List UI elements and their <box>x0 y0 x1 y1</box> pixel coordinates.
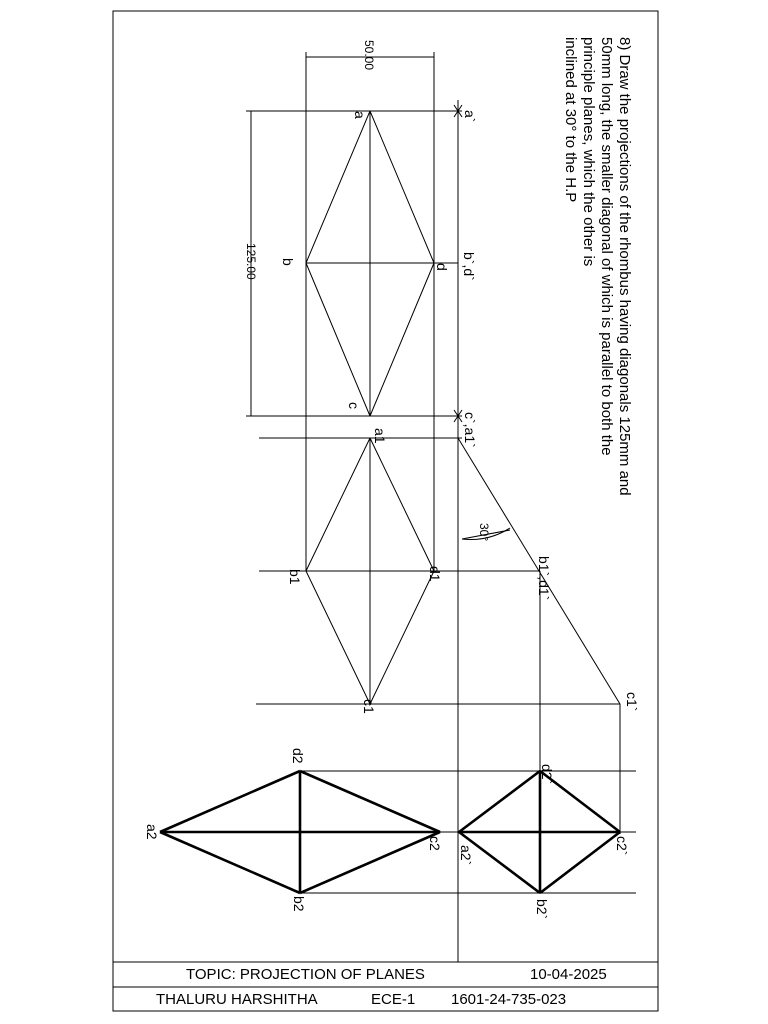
label-b2-prime: b2` <box>534 899 550 920</box>
edge-d1-a1 <box>370 438 434 571</box>
edge-c-d <box>370 263 434 416</box>
long-diagonal-dimension: 125.00 <box>244 243 258 280</box>
question-line-4: inclined at 30° to the H.P <box>562 37 579 203</box>
label-a: a <box>352 111 368 119</box>
edge-c1-d1 <box>370 571 434 704</box>
date-text: 10-04-2025 <box>530 966 607 983</box>
question-line-3: principle planes, which the other is <box>580 37 597 267</box>
label-c: c <box>346 402 362 409</box>
edge-d-a <box>370 111 434 263</box>
label-b2: b2 <box>291 896 307 912</box>
label-d2: d2 <box>290 748 306 764</box>
angle-dimension: 30° <box>477 523 491 542</box>
label-c1-prime: c1` <box>624 692 640 712</box>
label-d: d <box>434 263 450 271</box>
student-name-text: THALURU HARSHITHA <box>156 991 318 1008</box>
label-d2-prime: d2` <box>539 764 555 785</box>
edge-a1-b1 <box>306 438 370 571</box>
label-c1: c1 <box>361 699 377 714</box>
roll-number-text: 1601-24-735-023 <box>451 991 567 1008</box>
question-line-1: 8) Draw the projections of the rhombus having diagonals 125mm and <box>616 37 633 496</box>
edge-b2-a2 <box>160 832 300 893</box>
label-b1d1-prime: b1`,d1` <box>536 556 552 601</box>
point-labels <box>144 110 640 919</box>
label-bd-prime: b`,d` <box>461 252 477 281</box>
label-c2-prime: c2` <box>614 836 630 856</box>
edge-b-c <box>306 263 370 416</box>
question-line-2: 50mm long, the smaller diagonal of which is parallel to both the <box>598 37 615 456</box>
thick-projection-lines <box>160 771 620 893</box>
label-a1: a1 <box>372 428 388 444</box>
label-b: b <box>280 258 296 266</box>
question-block <box>562 37 633 496</box>
label-a-prime: a` <box>462 110 478 123</box>
edge-c2-b2 <box>300 832 440 893</box>
edge-a2-d2 <box>160 771 300 832</box>
topic-text: TOPIC: PROJECTION OF PLANES <box>186 966 425 983</box>
label-c2: c2 <box>427 836 443 851</box>
edge-c2p-b2p <box>540 832 620 893</box>
branch-text: ECE-1 <box>371 991 416 1008</box>
edge-b1-c1 <box>306 571 370 704</box>
label-ca1-prime: c`,a1` <box>462 412 478 448</box>
label-d1: d1 <box>427 566 443 582</box>
title-block <box>113 962 658 1008</box>
label-b1: b1 <box>287 569 303 585</box>
label-a2-prime: a2` <box>458 845 474 866</box>
short-diagonal-dimension: 50.00 <box>362 40 376 71</box>
label-a2: a2 <box>144 824 160 840</box>
edge-d2-c2 <box>300 771 440 832</box>
edge-a2p-d2p <box>459 771 540 832</box>
edge-a-b <box>306 111 370 263</box>
